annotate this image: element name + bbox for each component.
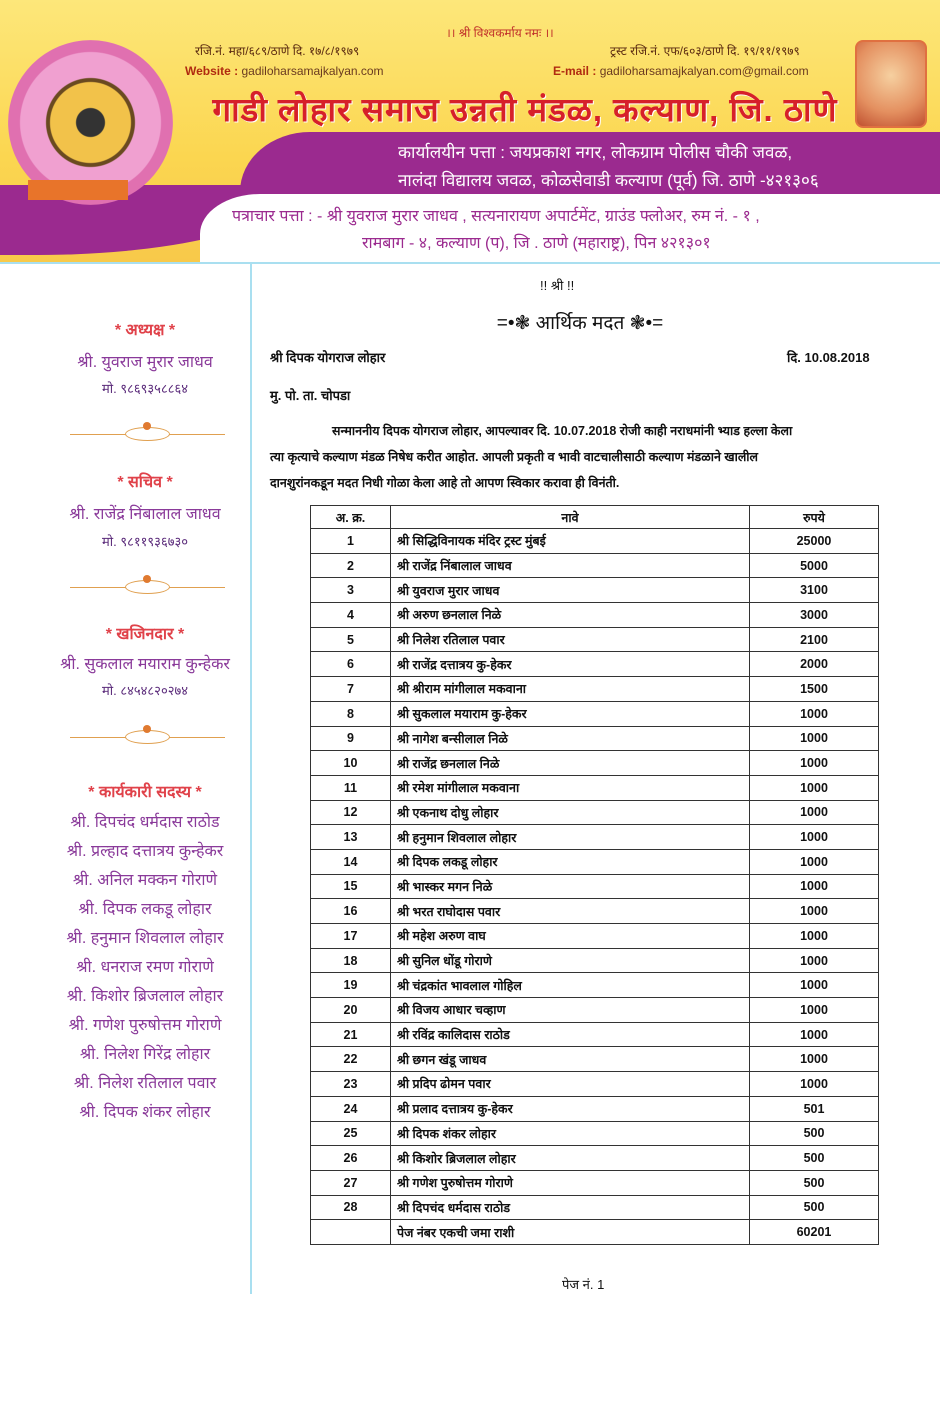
shri-heading: !! श्री !! xyxy=(540,278,575,293)
sidebar-divider xyxy=(250,264,252,1294)
table-row xyxy=(311,899,879,924)
page-number: पेज नं. 1 xyxy=(562,1277,605,1292)
amount-cell: 501 xyxy=(750,1096,879,1121)
table-row xyxy=(311,726,879,751)
recipient-address: मु. पो. ता. चोपडा xyxy=(270,388,351,403)
member-name: श्री. निलेश गिरेंद्र लोहार xyxy=(79,1046,211,1063)
deity-image xyxy=(855,40,927,128)
amount-cell: 1000 xyxy=(750,948,879,973)
col-names: नावे xyxy=(391,506,750,529)
serial-cell: 27 xyxy=(311,1170,391,1195)
letter-date: दि. 10.08.2018 xyxy=(787,350,870,365)
total-amount: 60201 xyxy=(750,1220,879,1245)
amount-cell: 1000 xyxy=(750,726,879,751)
serial-cell: 19 xyxy=(311,973,391,998)
subject-heading: =•❃ आर्थिक मदत ❃•= xyxy=(496,313,664,334)
ornament-divider xyxy=(70,426,225,442)
secretary-phone: मो. ९८११९३६७३० xyxy=(102,534,188,549)
amount-cell: 1000 xyxy=(750,775,879,800)
body-line1: सन्माननीय दिपक योगराज लोहार, आपल्यावर दि. 10.07.2018 रोजी काही नराधमांनी भ्याड हल्ला केला xyxy=(332,424,793,438)
serial-cell: 13 xyxy=(311,825,391,850)
amount-cell: 1000 xyxy=(750,1072,879,1097)
serial-cell: 1 xyxy=(311,529,391,554)
serial-cell: 18 xyxy=(311,948,391,973)
serial-cell: 28 xyxy=(311,1195,391,1220)
name-cell: श्री सुनिल धोंडू गोराणे xyxy=(391,948,750,973)
name-cell: श्री छगन खंडू जाधव xyxy=(391,1047,750,1072)
amount-cell: 1000 xyxy=(750,973,879,998)
amount-cell: 3100 xyxy=(750,578,879,603)
name-cell: श्री दिपक लकडू लोहार xyxy=(391,849,750,874)
serial-cell: 9 xyxy=(311,726,391,751)
body-line2: त्या कृत्याचे कल्याण मंडळ निषेध करीत आहोत. आपली प्रकृती व भावी वाटचालीसाठी कल्याण मंडळाने खालील xyxy=(270,450,759,464)
table-row xyxy=(311,1121,879,1146)
amount-cell: 500 xyxy=(750,1170,879,1195)
body-line3: दानशुरांनकडून मदत निधी गोळा केला आहे तो आपण स्विकार करावा ही विनंती. xyxy=(270,476,620,490)
amount-cell: 1000 xyxy=(750,874,879,899)
amount-cell: 1000 xyxy=(750,800,879,825)
serial-cell: 21 xyxy=(311,1022,391,1047)
name-cell: श्री हनुमान शिवलाल लोहार xyxy=(391,825,750,850)
member-name: श्री. दिपचंद धर्मदास राठोड xyxy=(70,814,220,831)
amount-cell: 1000 xyxy=(750,825,879,850)
secretary-name: श्री. राजेंद्र निंबालाल जाधव xyxy=(69,506,221,523)
name-cell: श्री प्रदिप ढोमन पवार xyxy=(391,1072,750,1097)
treasurer-phone: मो. ८४५४८२०२७४ xyxy=(102,683,188,698)
table-row xyxy=(311,603,879,628)
table-row xyxy=(311,677,879,702)
name-cell: श्री दिपक शंकर लोहार xyxy=(391,1121,750,1146)
recipient-name: श्री दिपक योगराज लोहार xyxy=(270,350,386,365)
table-row xyxy=(311,874,879,899)
serial-cell: 17 xyxy=(311,924,391,949)
serial-cell xyxy=(311,1220,391,1245)
table-row xyxy=(311,652,879,677)
registration-right: ट्रस्ट रजि.नं. एफ/६०३/ठाणे दि. १९/११/१९७९ xyxy=(610,44,800,58)
name-cell: श्री रमेश मांगीलाल मकवाना xyxy=(391,775,750,800)
serial-cell: 2 xyxy=(311,553,391,578)
table-row xyxy=(311,998,879,1023)
table-row xyxy=(311,800,879,825)
donations-table xyxy=(310,505,879,1245)
table-row xyxy=(311,948,879,973)
serial-cell: 7 xyxy=(311,677,391,702)
serial-cell: 16 xyxy=(311,899,391,924)
member-name: श्री. किशोर ब्रिजलाल लोहार xyxy=(66,988,224,1005)
member-name: श्री. प्रल्हाद दत्तात्रय कुन्हेकर xyxy=(66,843,224,860)
name-cell: श्री भास्कर मगन निळे xyxy=(391,874,750,899)
table-row xyxy=(311,849,879,874)
name-cell: श्री एकनाथ दोधु लोहार xyxy=(391,800,750,825)
amount-cell: 1000 xyxy=(750,701,879,726)
name-cell: श्री युवराज मुरार जाधव xyxy=(391,578,750,603)
website-label: Website : xyxy=(185,64,239,78)
total-row xyxy=(311,1220,879,1245)
table-row xyxy=(311,973,879,998)
serial-cell: 14 xyxy=(311,849,391,874)
amount-cell: 2100 xyxy=(750,627,879,652)
amount-cell: 25000 xyxy=(750,529,879,554)
registration-left: रजि.नं. महा/६८९/ठाणे दि. १७/८/१९७९ xyxy=(195,44,360,58)
name-cell: श्री सिद्धिविनायक मंदिर ट्रस्ट मुंबई xyxy=(391,529,750,554)
ornament-divider xyxy=(70,729,225,745)
serial-cell: 12 xyxy=(311,800,391,825)
name-cell: श्री रविंद्र कालिदास राठोड xyxy=(391,1022,750,1047)
member-name: श्री. हनुमान शिवलाल लोहार xyxy=(66,930,224,947)
table-row xyxy=(311,553,879,578)
vishwakarma-wheel-logo xyxy=(8,40,173,205)
correspondence-address-line1: पत्राचार पत्ता : - श्री युवराज मुरार जाधव , सत्यनारायण अपार्टमेंट, ग्राउंड फ्लोअर, रुम नं. - १ , xyxy=(232,208,760,225)
name-cell: श्री निलेश रतिलाल पवार xyxy=(391,627,750,652)
table-row xyxy=(311,751,879,776)
amount-cell: 3000 xyxy=(750,603,879,628)
serial-cell: 5 xyxy=(311,627,391,652)
office-address-line1: कार्यालयीन पत्ता : जयप्रकाश नगर, लोकग्राम पोलीस चौकी जवळ, xyxy=(398,143,793,162)
member-name: श्री. गणेश पुरुषोत्तम गोराणे xyxy=(68,1017,222,1034)
member-name: श्री. निलेश रतिलाल पवार xyxy=(73,1075,217,1092)
name-cell: श्री अरुण छनलाल निळे xyxy=(391,603,750,628)
president-name: श्री. युवराज मुरार जाधव xyxy=(77,354,213,371)
invocation: ।। श्री विश्वकर्माय नमः ।। xyxy=(446,26,554,40)
name-cell: श्री चंद्रकांत भावलाल गोहिल xyxy=(391,973,750,998)
serial-cell: 3 xyxy=(311,578,391,603)
office-address-line2: नालंदा विद्यालय जवळ, कोळसेवाडी कल्याण (पूर्व) जि. ठाणे -४२१३०६ xyxy=(398,171,819,190)
organization-title: गाडी लोहार समाज उन्नती मंडळ, कल्याण, जि. ठाणे xyxy=(212,91,838,128)
table-row xyxy=(311,1170,879,1195)
name-cell: श्री प्रलाद दत्तात्रय कु-हेकर xyxy=(391,1096,750,1121)
amount-cell: 1000 xyxy=(750,998,879,1023)
col-amount: रुपये xyxy=(750,506,879,529)
name-cell: श्री राजेंद्र निंबालाल जाधव xyxy=(391,553,750,578)
email[interactable]: gadiloharsamajkalyan.com@gmail.com xyxy=(599,64,809,78)
name-cell: श्री भरत राघोदास पवार xyxy=(391,899,750,924)
ornament-divider xyxy=(70,579,225,595)
amount-cell: 5000 xyxy=(750,553,879,578)
website[interactable]: gadiloharsamajkalyan.com xyxy=(241,64,384,78)
serial-cell: 10 xyxy=(311,751,391,776)
name-cell: श्री राजेंद्र छनलाल निळे xyxy=(391,751,750,776)
serial-cell: 4 xyxy=(311,603,391,628)
serial-cell: 6 xyxy=(311,652,391,677)
table-row xyxy=(311,529,879,554)
president-phone: मो. ९८६९३५८८६४ xyxy=(102,381,188,396)
serial-cell: 26 xyxy=(311,1146,391,1171)
table-row xyxy=(311,1146,879,1171)
table-row xyxy=(311,775,879,800)
name-cell: श्री सुकलाल मयाराम कु-हेकर xyxy=(391,701,750,726)
president-title: * अध्यक्ष * xyxy=(114,322,176,339)
serial-cell: 25 xyxy=(311,1121,391,1146)
table-row xyxy=(311,1022,879,1047)
amount-cell: 500 xyxy=(750,1121,879,1146)
serial-cell: 8 xyxy=(311,701,391,726)
table-row xyxy=(311,1047,879,1072)
amount-cell: 1000 xyxy=(750,1047,879,1072)
correspondence-address-line2: रामबाग - ४, कल्याण (प), जि . ठाणे (महाराष्ट्र), पिन ४२१३०१ xyxy=(362,235,711,252)
table-row xyxy=(311,1195,879,1220)
amount-cell: 1000 xyxy=(750,924,879,949)
table-row xyxy=(311,825,879,850)
member-name: श्री. दिपक शंकर लोहार xyxy=(79,1104,211,1121)
amount-cell: 2000 xyxy=(750,652,879,677)
table-row xyxy=(311,627,879,652)
total-label: पेज नंबर एकची जमा राशी xyxy=(391,1220,750,1245)
email-label: E-mail : xyxy=(553,64,597,78)
name-cell: श्री गणेश पुरुषोत्तम गोराणे xyxy=(391,1170,750,1195)
header-divider xyxy=(0,262,940,264)
member-name: श्री. दिपक लकडू लोहार xyxy=(78,901,212,918)
table-row xyxy=(311,1096,879,1121)
serial-cell: 22 xyxy=(311,1047,391,1072)
serial-cell: 15 xyxy=(311,874,391,899)
table-row xyxy=(311,1072,879,1097)
serial-cell: 24 xyxy=(311,1096,391,1121)
table-row xyxy=(311,924,879,949)
name-cell: श्री राजेंद्र दत्तात्रय कु-हेकर xyxy=(391,652,750,677)
name-cell: श्री महेश अरुण वाघ xyxy=(391,924,750,949)
amount-cell: 500 xyxy=(750,1146,879,1171)
letterhead xyxy=(0,0,940,262)
amount-cell: 1000 xyxy=(750,899,879,924)
name-cell: श्री विजय आधार चव्हाण xyxy=(391,998,750,1023)
amount-cell: 1500 xyxy=(750,677,879,702)
amount-cell: 1000 xyxy=(750,1022,879,1047)
name-cell: श्री नागेश बन्सीलाल निळे xyxy=(391,726,750,751)
treasurer-title: * खजिनदार * xyxy=(105,626,185,643)
members-title: * कार्यकारी सदस्य * xyxy=(88,784,202,801)
serial-cell: 23 xyxy=(311,1072,391,1097)
serial-cell: 20 xyxy=(311,998,391,1023)
serial-cell: 11 xyxy=(311,775,391,800)
amount-cell: 500 xyxy=(750,1195,879,1220)
table-header-row xyxy=(311,506,879,529)
secretary-title: * सचिव * xyxy=(117,474,173,491)
name-cell: श्री किशोर ब्रिजलाल लोहार xyxy=(391,1146,750,1171)
member-name: श्री. अनिल मक्कन गोराणे xyxy=(72,872,218,889)
treasurer-name: श्री. सुकलाल मयाराम कुन्हेकर xyxy=(60,656,230,673)
name-cell: श्री श्रीराम मांगीलाल मकवाना xyxy=(391,677,750,702)
amount-cell: 1000 xyxy=(750,751,879,776)
table-row xyxy=(311,701,879,726)
table-row xyxy=(311,578,879,603)
name-cell: श्री दिपचंद धर्मदास राठोड xyxy=(391,1195,750,1220)
amount-cell: 1000 xyxy=(750,849,879,874)
member-name: श्री. धनराज रमण गोराणे xyxy=(76,959,214,976)
col-serial: अ. क्र. xyxy=(311,506,391,529)
